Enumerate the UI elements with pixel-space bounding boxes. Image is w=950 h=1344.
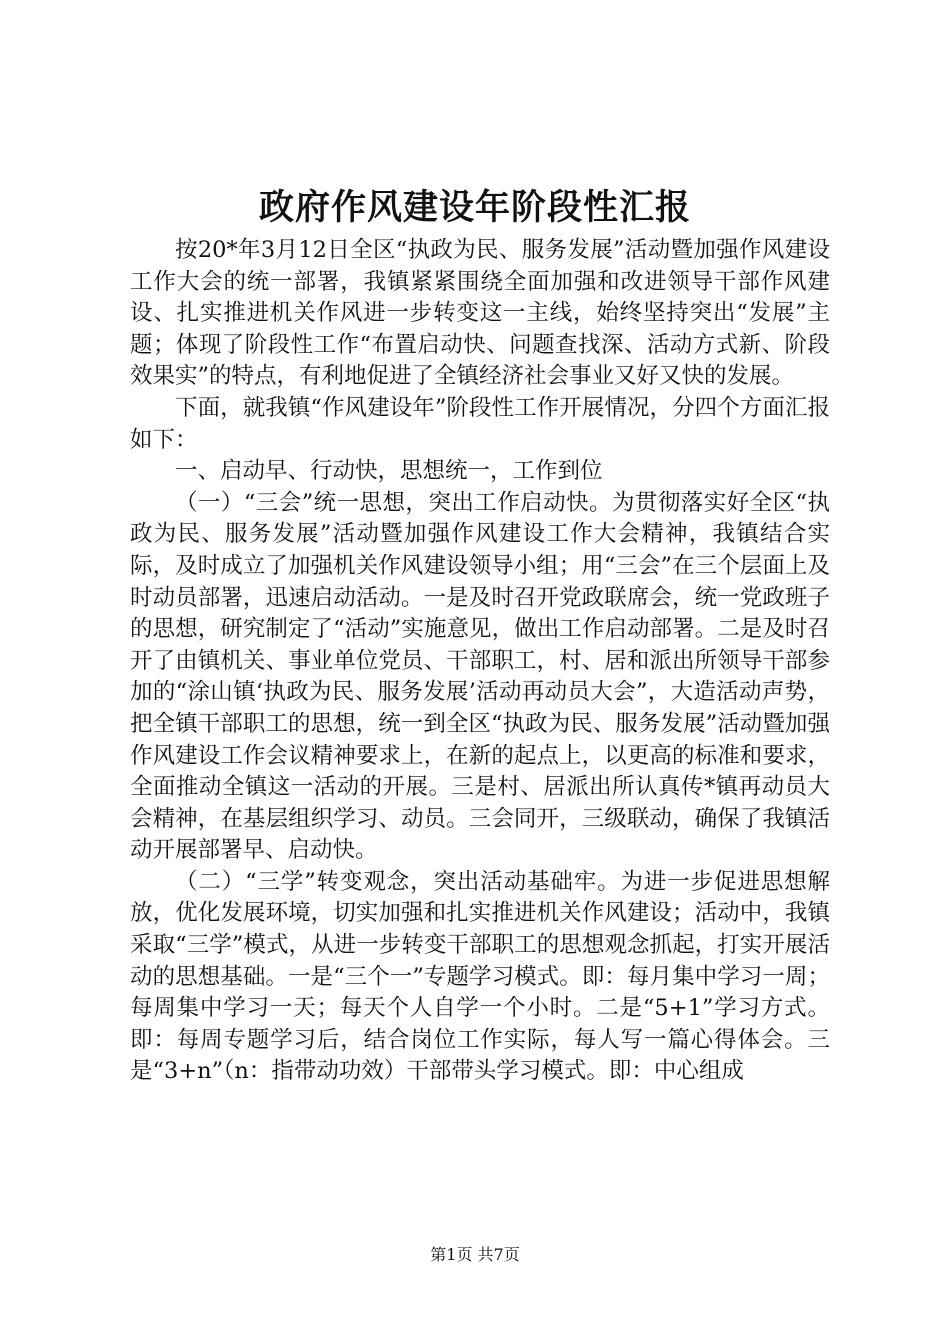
section-heading-1: 一、启动早、行动快，思想统一，工作到位 — [175, 458, 603, 485]
paragraph-intro: 按20*年3月12日全区“执政为民、服务发展”活动暨加强作风建设工作大会的统一部署，我镇紧紧围绕全面加强和改进领导干部作风建设、扎实推进机关作风进一步转变这一主线，始终坚持突出“发展”主题；体现了阶段性工作“布置启动快、问题查找深、活动方式新、阶段效果实”的特点，有利地促进了全镇经济社会事业又好又快的发展。 — [130, 237, 830, 390]
document-title: 政府作风建设年阶段性汇报 — [258, 187, 691, 228]
paragraph-section-1-1: （一）“三会”统一思想，突出工作启动快。为贯彻落实好全区“执政为民、服务发展”活动暨加强作风建设工作大会精神，我镇结合实际，及时成立了加强机关作风建设领导小组；用“三会”在三个层面上及时动员部署，迅速启动活动。一是及时召开党政联席会，统一党政班子的思想，研究制定了“活动”实施意见，做出工作启动部署。二是及时召开了由镇机关、事业单位党员、干部职工，村、居和派出所领导干部参加的“涂山镇‘执政为民、服务发展’活动再动员大会”，大造活动声势，把全镇干部职工的思想，统一到全区“执政为民、服务发展”活动暨加强作风建设工作会议精神要求上，在新的起点上，以更高的标准和要求，全面推动全镇这一活动的开展。三是村、居派出所认真传*镇再动员大会精神，在基层组织学习、动员。三会同开，三级联动，确保了我镇活动开展部署早、启动快。 — [130, 489, 830, 864]
paragraph-overview: 下面，就我镇“作风建设年”阶段性工作开展情况，分四个方面汇报如下： — [130, 394, 830, 453]
document-body — [130, 235, 830, 1088]
page-footer: 第1页 共7页 — [430, 1245, 520, 1264]
paragraph-section-1-2: （二）“三学”转变观念，突出活动基础牢。为进一步促进思想解放，优化发展环境，切实加强和扎实推进机关作风建设；活动中，我镇采取“三学”模式，从进一步转变干部职工的思想观念抓起，打实开展活动的思想基础。一是“三个一”专题学习模式。即：每月集中学习一周；每周集中学习一天；每天个人自学一个小时。二是“5+1”学习方式。即：每周专题学习后，结合岗位工作实际，每人写一篇心得体会。三是“3+n”（n：指带动功效）干部带头学习模式。即：中心组成 — [130, 868, 830, 1085]
